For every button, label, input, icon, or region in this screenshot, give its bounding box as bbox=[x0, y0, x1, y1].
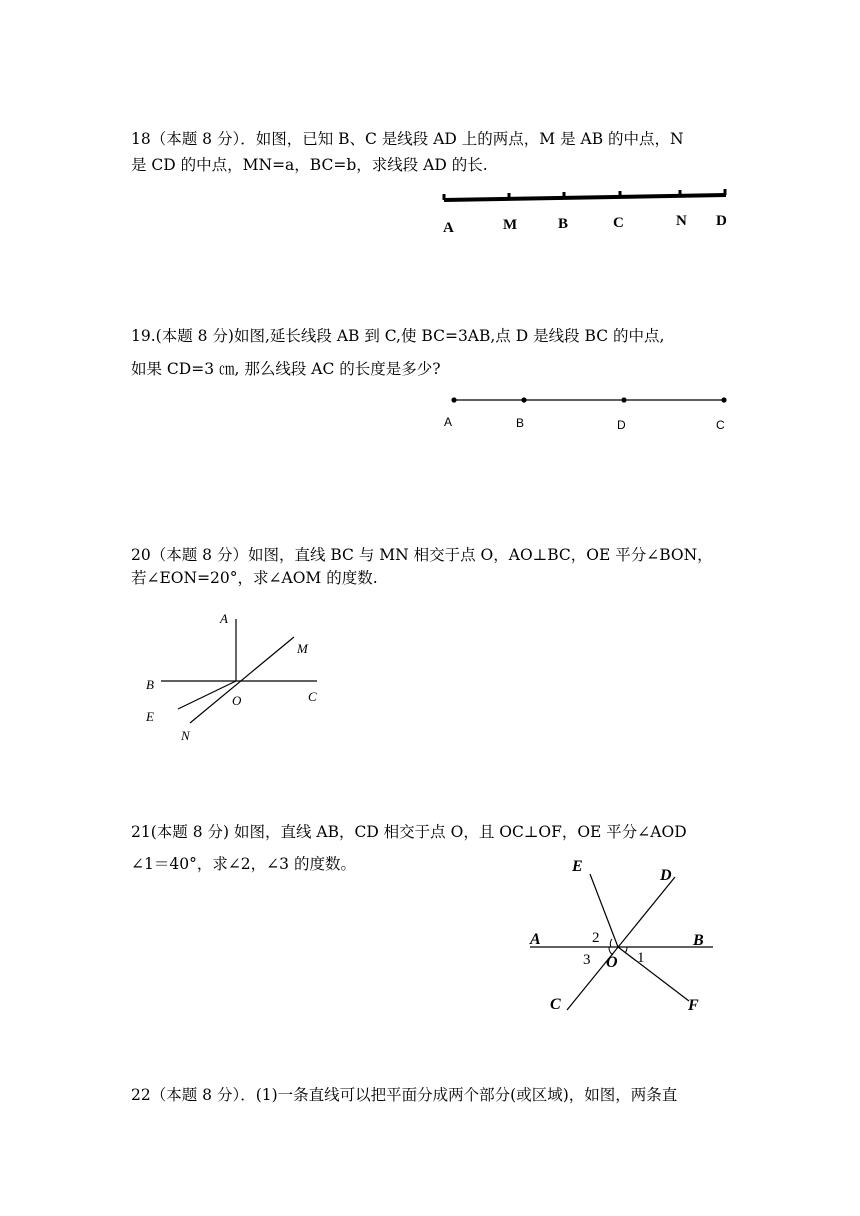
q21-label-b: B bbox=[693, 932, 704, 949]
q19-line2: 如果 CD=3 ㎝, 那么线段 AC 的长度是多少? bbox=[131, 360, 441, 378]
q20-label-o: O bbox=[232, 693, 242, 708]
q19-label-c: C bbox=[716, 418, 725, 432]
q20-label-a: A bbox=[220, 611, 228, 626]
q20-line1: 20（本题 8 分）如图，直线 BC 与 MN 相交于点 O，AO⊥BC，OE 平分∠BON， bbox=[131, 546, 713, 564]
q21-figure bbox=[520, 850, 720, 1020]
q19-line1: 19.(本题 8 分)如图,延长线段 AB 到 C,使 BC=3AB,点 D 是线段 BC 的中点, bbox=[131, 327, 665, 345]
q21-label-c: C bbox=[550, 996, 561, 1013]
q21-label-o: O bbox=[606, 954, 618, 971]
q18-label-a: A bbox=[443, 220, 454, 236]
q21-label-d: D bbox=[660, 867, 672, 884]
q19-label-d: D bbox=[617, 418, 626, 432]
q21-label-e: E bbox=[572, 858, 583, 875]
q21-label-2: 2 bbox=[592, 930, 600, 946]
q18-figure bbox=[430, 180, 750, 240]
q18-line1: 18（本题 8 分）．如图，已知 B、C 是线段 AD 上的两点，M 是 AB 的中点，N bbox=[131, 130, 684, 148]
q19-figure bbox=[440, 390, 740, 435]
q18-label-c: C bbox=[613, 215, 624, 231]
q21-label-a: A bbox=[530, 931, 541, 948]
q20-label-b: B bbox=[146, 677, 154, 692]
q19-label-a: A bbox=[444, 415, 453, 429]
q20-label-c: C bbox=[308, 689, 317, 704]
q20-label-e: E bbox=[146, 709, 154, 724]
q18-label-m: M bbox=[503, 217, 518, 233]
q18-line2: 是 CD 的中点，MN=a，BC=b，求线段 AD 的长. bbox=[131, 156, 488, 174]
q22-line1: 22（本题 8 分）．(1)一条直线可以把平面分成两个部分(或区域)，如图，两条直 bbox=[131, 1086, 678, 1104]
q18-label-b: B bbox=[558, 216, 569, 232]
q21-label-f: F bbox=[688, 997, 699, 1014]
q21-label-3: 3 bbox=[583, 952, 591, 968]
q21-line1: 21(本题 8 分) 如图，直线 AB，CD 相交于点 O，且 OC⊥OF，OE 平分∠AOD bbox=[131, 823, 687, 841]
q20-label-m: M bbox=[297, 641, 308, 656]
q20-figure bbox=[140, 605, 340, 755]
q20-line2: 若∠EON=20°，求∠AOM 的度数. bbox=[131, 569, 378, 587]
q21-label-1: 1 bbox=[637, 950, 645, 966]
q20-label-n: N bbox=[181, 728, 190, 743]
q19-label-b: B bbox=[516, 416, 525, 430]
q18-label-n: N bbox=[676, 213, 687, 229]
q21-line2: ∠1＝40°，求∠2，∠3 的度数。 bbox=[131, 855, 356, 873]
q18-label-d: D bbox=[716, 213, 727, 229]
